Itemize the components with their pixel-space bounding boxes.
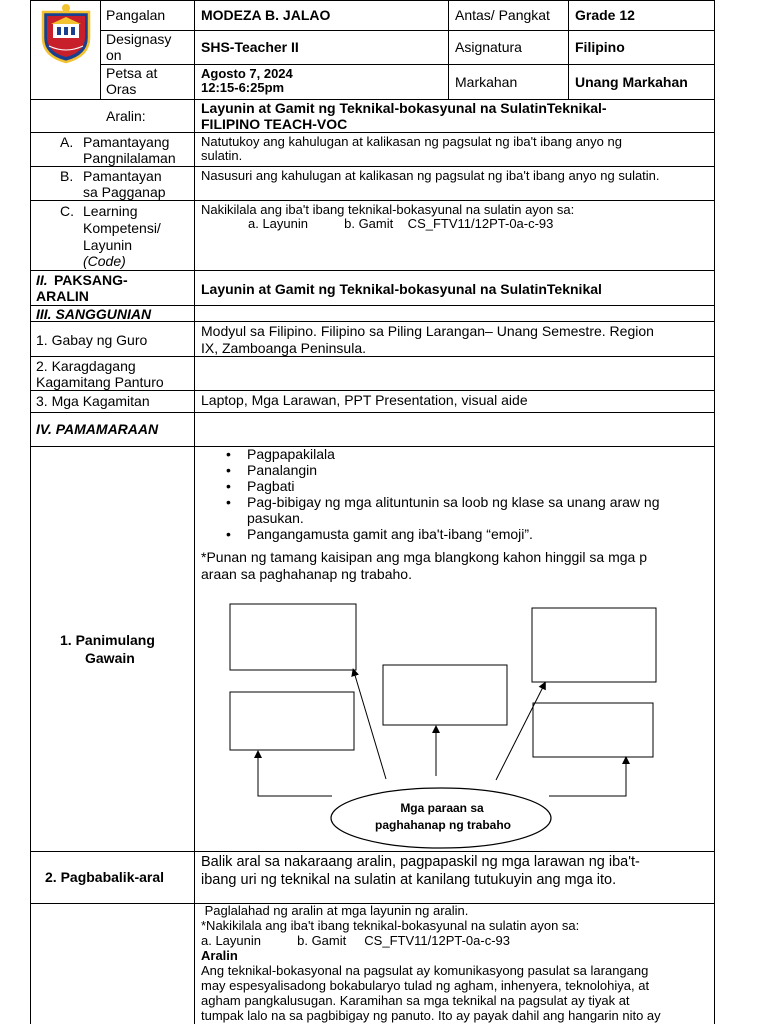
gabay-value-line2: IX, Zamboanga Peninsula. — [201, 340, 366, 356]
sanggunian-heading: III. SANGGUNIAN — [36, 306, 152, 322]
kagamitan-label: 3. Mga Kagamitan — [36, 393, 150, 409]
diagram-center-line2: paghahanap ng trabaho — [374, 818, 511, 832]
list-item: • Pagbati — [216, 478, 660, 494]
quarter-value: Unang Markahan — [575, 74, 688, 90]
list-item: • Pag-bibigay ng mga alituntunin sa loob ng klase sa unang araw ng — [216, 494, 660, 510]
table-border-top — [30, 0, 715, 1]
aralin-paragraph-line3: agham pangkalusugan. Karamihan sa mga teknikal na pagsulat ay tiyak at — [201, 993, 630, 1008]
objective-c-letter: C. — [60, 203, 74, 219]
pamamaraan-heading: IV. PAMAMARAAN — [36, 421, 159, 437]
date-value-line2: 12:15-6:25pm — [201, 80, 285, 95]
table-border-right — [714, 0, 715, 1024]
aralin-heading: Aralin — [201, 948, 238, 963]
gabay-value-line1: Modyul sa Filipino. Filipino sa Piling Larangan– Unang Semestre. Region — [201, 323, 654, 339]
list-item: • Pangangamusta gamit ang iba't-ibang “emoji”. — [216, 526, 660, 542]
lesson-label: Aralin: — [106, 108, 146, 124]
pagbabalik-text-line1: Balik aral sa nakaraang aralin, pagpapaskil ng mga larawan ng iba't- — [201, 854, 640, 870]
blank-box-center[interactable] — [383, 665, 507, 725]
objective-c-label-line3: Layunin — [83, 237, 133, 253]
objective-a-letter: A. — [60, 134, 74, 150]
karagdagan-label-line1: 2. Karagdagang — [36, 358, 136, 374]
table-border-left — [30, 0, 31, 1024]
blank-box-mid-right[interactable] — [533, 703, 653, 757]
designation-label-line1: Designasy — [106, 31, 172, 47]
karagdagan-label-line2: Kagamitang Panturo — [36, 374, 164, 390]
blank-box-top-right[interactable] — [532, 608, 656, 682]
list-item: • Pagpapakilala — [216, 446, 660, 462]
quarter-label: Markahan — [455, 74, 518, 90]
subject-label: Asignatura — [455, 39, 522, 55]
objective-c-label-line2: Kompetensi/ — [83, 220, 161, 236]
objective-a-text-line1: Natutukoy ang kahulugan at kalikasan ng pagsulat ng iba't ibang anyo ng — [201, 134, 622, 149]
panimula-label-line1: 1. Panimulang — [60, 632, 155, 648]
objective-c-text-line2: a. Layunin b. Gamit CS_FTV11/12PT-0a-c-93 — [248, 216, 554, 231]
objective-a-text-line2: sulatin. — [201, 148, 243, 163]
date-label-line2: Oras — [106, 81, 137, 97]
paksa-value: Layunin at Gamit ng Teknikal-bokasyunal na SulatinTeknikal — [201, 281, 602, 297]
diagram-center-line1: Mga paraan sa — [400, 801, 484, 815]
paksa-heading-line2: ARALIN — [36, 288, 89, 304]
aralin-paragraph-line4: tumpak lalo na sa pagbibigay ng panuto. Ito ay payak dahil ang hangarin nito ay — [201, 1008, 661, 1023]
objective-b-label-line1: Pamantayan — [83, 168, 162, 184]
panimula-bullet-list — [216, 446, 660, 542]
objective-c-code-label: (Code) — [83, 253, 126, 269]
panimula-label-line2: Gawain — [85, 650, 135, 666]
blank-box-mid-left[interactable] — [230, 692, 354, 750]
subject-value: Filipino — [575, 39, 625, 55]
gabay-label: 1. Gabay ng Guro — [36, 332, 148, 348]
paglalahad-line2: *Nakikilala ang iba't ibang teknikal-bokasyunal na sulatin ayon sa: — [201, 918, 580, 933]
objective-b-text: Nasusuri ang kahulugan at kalikasan ng pagsulat ng iba't ibang anyo ng sulatin. — [201, 168, 660, 183]
objective-b-letter: B. — [60, 168, 74, 184]
aralin-paragraph-line2: may espesyalisadong bokabularyo tulad ng agham, inhenyera, teknolohiya, at — [201, 978, 650, 993]
paglalahad-line1: Paglalahad ng aralin at mga layunin ng aralin. — [201, 903, 469, 918]
list-item-continuation: pasukan. — [247, 510, 304, 526]
paksa-heading-line1: PAKSANG- — [54, 272, 128, 288]
kagamitan-value: Laptop, Mga Larawan, PPT Presentation, visual aide — [201, 392, 528, 408]
blank-box-top-left[interactable] — [230, 604, 356, 670]
objective-c-label-line1: Learning — [83, 203, 138, 219]
lesson-title-line1: Layunin at Gamit ng Teknikal-bokasyunal na SulatinTeknikal- — [201, 100, 607, 116]
paglalahad-line3: a. Layunin b. Gamit CS_FTV11/12PT-0a-c-93 — [201, 933, 511, 948]
designation-value: SHS-Teacher II — [201, 39, 299, 55]
designation-label-line2: on — [106, 47, 122, 63]
pagbabalik-text-line2: ibang uri ng teknikal na sulatin at kanilang tutukuyin ang mga ito. — [201, 872, 617, 888]
list-item: • Panalangin — [216, 462, 660, 478]
objective-a-label-line1: Pamantayang — [83, 134, 170, 150]
pagbabalik-label: 2. Pagbabalik-aral — [45, 869, 165, 885]
date-label-line1: Petsa at — [106, 65, 158, 81]
name-label: Pangalan — [106, 7, 166, 23]
panimula-instruction-line1: *Punan ng tamang kaisipan ang mga blangkong kahon hinggil sa mga p — [201, 549, 647, 565]
objective-a-label-line2: Pangnilalaman — [83, 150, 176, 166]
school-seal-logo — [35, 2, 97, 64]
paksa-roman: II. — [36, 272, 48, 288]
grade-label: Antas/ Pangkat — [455, 7, 550, 23]
grade-value: Grade 12 — [575, 7, 635, 23]
aralin-paragraph-line1: Ang teknikal-bokasyonal na pagsulat ay komunikasyong pasulat sa larangang — [201, 963, 649, 978]
objective-b-label-line2: sa Pagganap — [83, 184, 166, 200]
teacher-name: MODEZA B. JALAO — [201, 7, 331, 23]
objective-c-text-line1: Nakikilala ang iba't ibang teknikal-bokasyunal na sulatin ayon sa: — [201, 202, 575, 217]
seal-graphic — [35, 2, 97, 64]
panimula-instruction-line2: araan sa paghahanap ng trabaho. — [201, 566, 412, 582]
date-value-line1: Agosto 7, 2024 — [201, 66, 293, 81]
lesson-title-line2: FILIPINO TEACH-VOC — [201, 116, 348, 132]
